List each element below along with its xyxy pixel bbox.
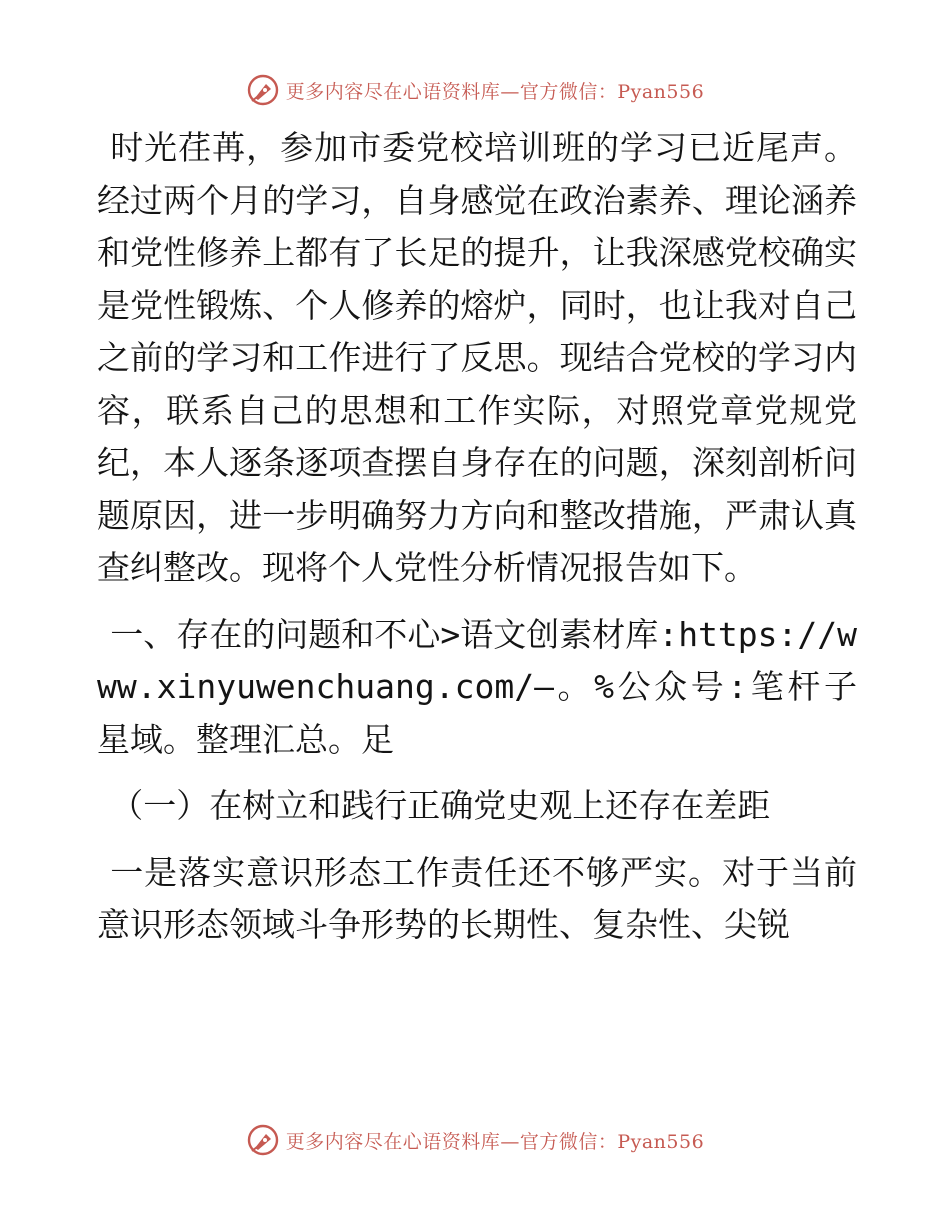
subsection-heading-1: （一）在树立和践行正确党史观上还存在差距 bbox=[110, 786, 771, 825]
pen-nib-logo-icon bbox=[246, 1123, 280, 1157]
header-wechat-id: Pyan556 bbox=[617, 80, 705, 103]
footer-separator: — bbox=[500, 1130, 520, 1153]
document-body bbox=[97, 122, 857, 966]
footer-banner[interactable] bbox=[0, 1120, 950, 1160]
body-paragraph-1: 一是落实意识形态工作责任还不够严实。对于当前意识形态领域斗争形势的长期性、复杂性、尖锐 bbox=[97, 852, 857, 944]
header-separator: — bbox=[500, 80, 520, 103]
section-heading-problems: 一、存在的问题和不心>语文创素材库:https://www.xinyuwenchuang.com/—。%公众号:笔杆子星域。整理汇总。足 bbox=[97, 614, 857, 759]
footer-wechat-id: Pyan556 bbox=[617, 1130, 705, 1153]
header-site: 更多内容尽在心语资料库 bbox=[285, 80, 501, 103]
footer-wechat-label: 官方微信： bbox=[519, 1130, 618, 1153]
footer-site: 更多内容尽在心语资料库 bbox=[285, 1130, 501, 1153]
pen-nib-logo-icon bbox=[246, 73, 280, 107]
header-wechat-label: 官方微信： bbox=[519, 80, 618, 103]
intro-paragraph: 时光荏苒，参加市委党校培训班的学习已近尾声。经过两个月的学习，自身感觉在政治素养、理论涵养和党性修养上都有了长足的提升，让我深感党校确实是党性锻炼、个人修养的熔炉，同时，也让我对自己之前的学习和工作进行了反思。现结合党校的学习内容，联系自己的思想和工作实际，对照党章党规党纪，本人逐条逐项查摆自身存在的问题，深刻剖析问题原因，进一步明确努力方向和整改措施，严肃认真查纠整改。现将个人党性分析情况报告如下。 bbox=[97, 128, 857, 587]
header-banner[interactable] bbox=[0, 70, 950, 110]
footer-text bbox=[286, 1127, 704, 1154]
header-text bbox=[286, 77, 704, 104]
